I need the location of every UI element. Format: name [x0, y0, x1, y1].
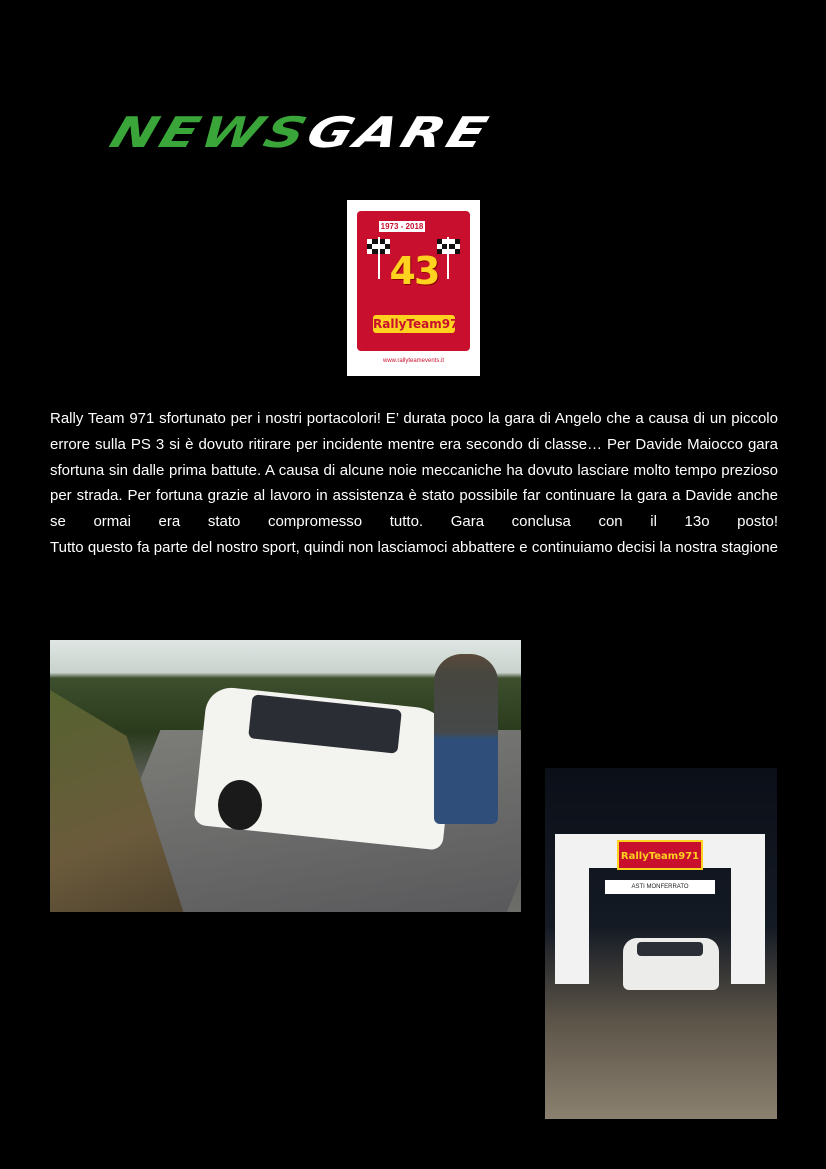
masthead-gare: GARE [300, 108, 498, 158]
podium-banner: RallyTeam971 [617, 840, 703, 870]
rally-event-logo [347, 200, 480, 376]
photo-car-wheel [218, 780, 262, 830]
photo-bystander [434, 654, 498, 824]
photo-crashed-rally-car [50, 640, 521, 912]
photo-finish-podium [545, 768, 777, 1119]
podium-car-windshield [637, 942, 703, 956]
logo-url: www.rallyteamevents.it [382, 358, 445, 364]
masthead-logo [104, 108, 704, 158]
logo-years: 1973 - 2018 [380, 222, 424, 231]
podium-sub-banner: ASTI MONFERRATO [605, 880, 715, 894]
article-paragraph-1: Rally Team 971 sfortunato per i nostri portacolori! E’ durata poco la gara di Angelo che a causa di un piccolo errore sulla PS 3 si è dovuto ritirare per incidente mentre era secondo di classe… Per Davide Maiocco gara sfortuna sin dalle prima battute. A causa di alcune noie meccaniche ha dovuto lasciare molto tempo prezioso per strada. Per fortuna grazie al lavoro in assistenza è stato possibile far continuare la gara a Davide anche se ormai era stato compromesso tutto. Gara conclusa con il 13o posto! [50, 410, 778, 531]
logo-red-panel [357, 211, 470, 351]
article-body [50, 406, 778, 561]
article-paragraph-2: Tutto questo fa parte del nostro sport, quindi non lasciamoci abbattere e continuiamo decisi la nostra stagione [50, 538, 778, 556]
logo-edition-number: 43 [389, 249, 439, 293]
masthead-news: NEWS [104, 108, 317, 158]
logo-team-name: RallyTeam971 [373, 317, 467, 331]
